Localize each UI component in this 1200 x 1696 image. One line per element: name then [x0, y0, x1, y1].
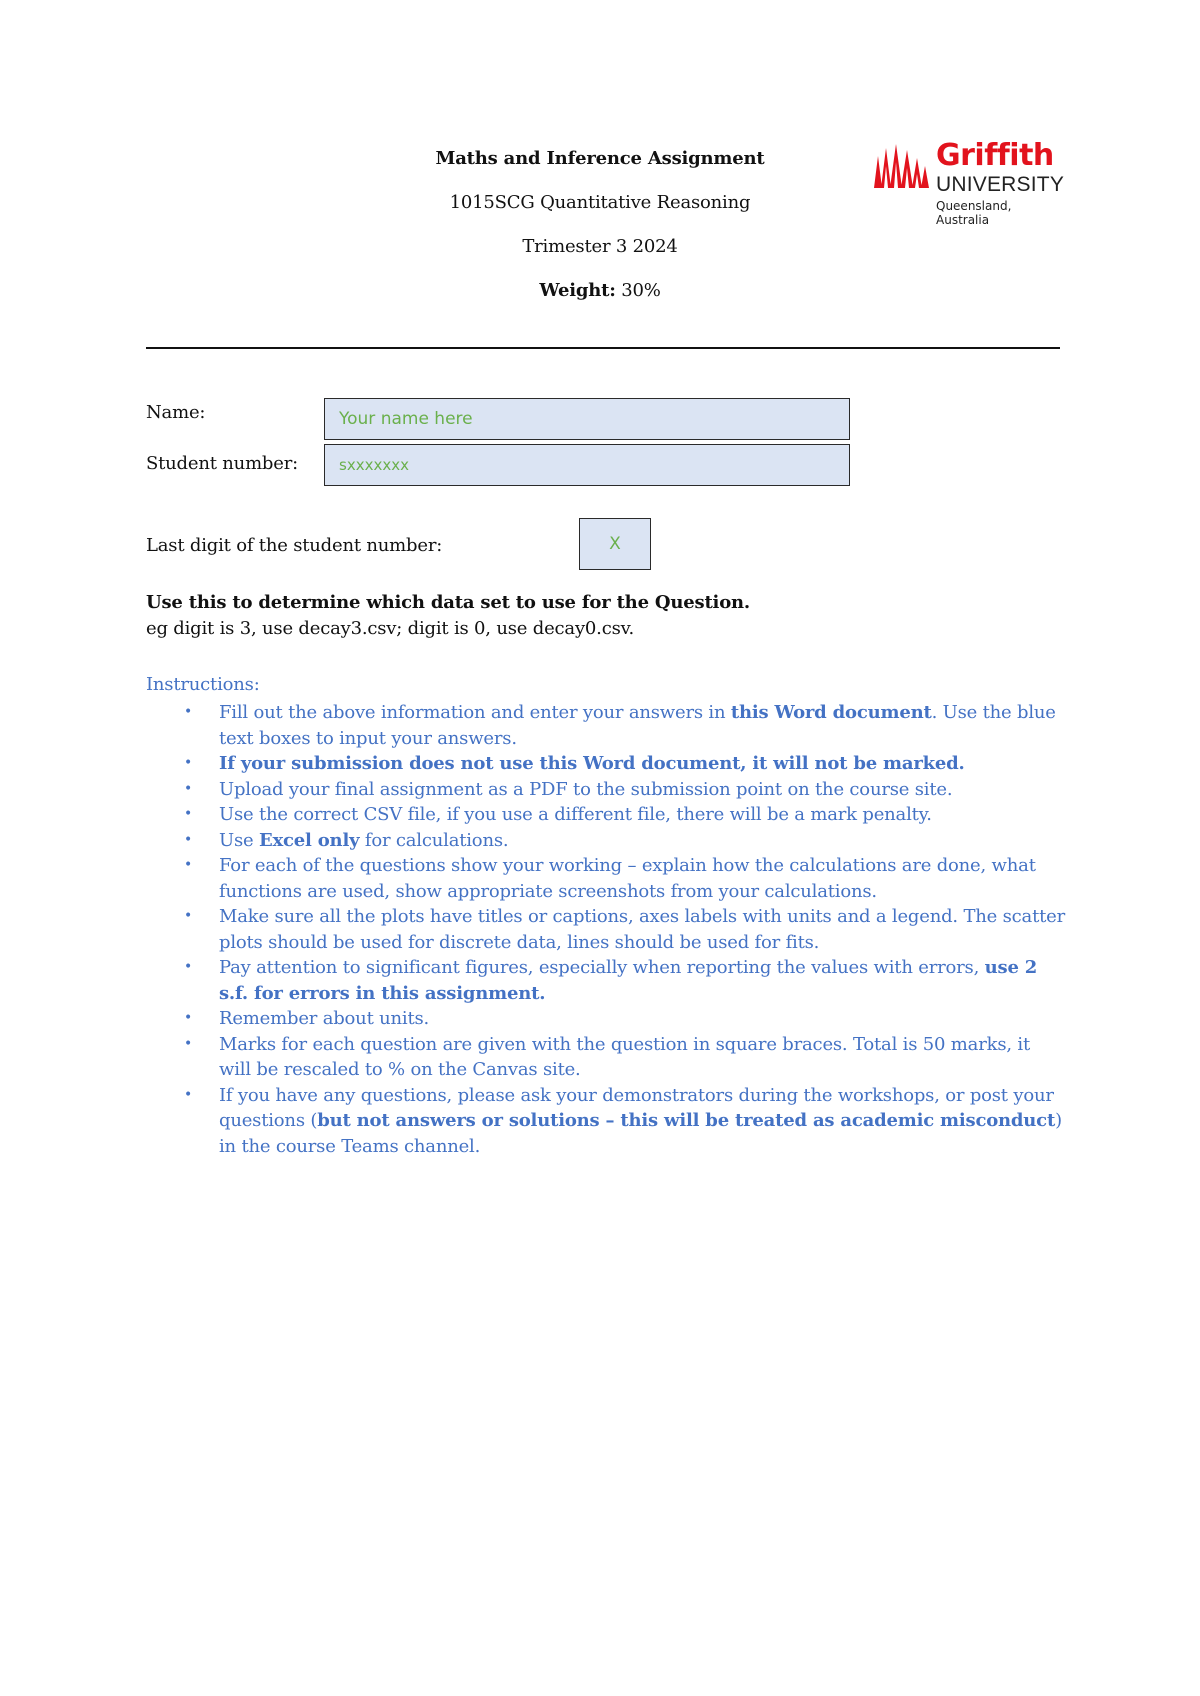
list-item: [146, 751, 1066, 777]
list-item: [146, 828, 1066, 854]
dataset-note: Use this to determine which data set to use for the Question.: [146, 592, 750, 613]
item-text: ) in the course Teams channel.: [219, 1110, 1062, 1157]
bullet-icon: •: [184, 1035, 193, 1052]
item-text: Remember about units.: [219, 1008, 430, 1029]
header-divider: [146, 347, 1060, 349]
bullet-icon: •: [184, 831, 193, 848]
item-emphasis: Excel only: [258, 829, 360, 851]
list-item: [146, 777, 1066, 803]
list-item: [146, 853, 1066, 904]
item-text: Use the correct CSV file, if you use a different file, there will be a mark penalty.: [219, 804, 932, 825]
weight-value: 30%: [615, 280, 661, 301]
item-text: for calculations.: [359, 829, 509, 851]
last-digit-label: Last digit of the student number:: [146, 535, 443, 556]
item-text: Pay attention to significant figures, especially when reporting the values with errors,: [219, 957, 985, 978]
item-text: Fill out the above information and enter your answers in: [219, 702, 731, 723]
logo-university: UNIVERSITY: [936, 173, 1065, 196]
logo-location: Queensland, Australia: [936, 199, 1012, 227]
griffith-flame-icon: [872, 144, 934, 190]
item-text: Upload your final assignment as a PDF to the submission point on the course site.: [219, 778, 953, 800]
logo-wordmark: Griffith: [936, 138, 1054, 173]
item-text: For each of the questions show your working – explain how the calculations are done, what functions are used, show appropriate screenshots from your calculations.: [219, 855, 1036, 902]
list-item: [146, 802, 1066, 828]
item-text: Make sure all the plots have titles or captions, axes labels with units and a legend. The scatter plots should be used for discrete data, lines should be used for fits.: [219, 906, 1066, 953]
instructions-list: [146, 700, 1066, 1159]
item-emphasis: this Word document: [730, 702, 932, 723]
list-item: [146, 955, 1066, 1006]
dataset-example: eg digit is 3, use decay3.csv; digit is 0, use decay0.csv.: [146, 618, 634, 639]
list-item: [146, 1006, 1066, 1032]
instructions-heading: Instructions:: [146, 674, 260, 695]
item-emphasis: If your submission does not use this Word document, it will not be marked.: [219, 753, 965, 774]
item-text: Marks for each question are given with the question in square braces. Total is 50 marks, it will be rescaled to % on the Canvas site.: [219, 1033, 1030, 1080]
list-item: [146, 1032, 1066, 1083]
list-item: [146, 1083, 1066, 1160]
item-text: . Use the blue text boxes to input your answers.: [219, 702, 1056, 749]
name-field[interactable]: Your name here: [324, 398, 850, 440]
item-emphasis: but not answers or solutions – this will be treated as academic misconduct: [317, 1110, 1056, 1131]
bullet-icon: •: [184, 806, 193, 822]
term: Trimester 3 2024: [522, 236, 678, 257]
list-item: [146, 700, 1066, 751]
bullet-icon: •: [184, 755, 193, 771]
university-logo: [872, 138, 1065, 227]
course-name: 1015SCG Quantitative Reasoning: [449, 192, 751, 213]
bullet-icon: •: [184, 780, 193, 797]
item-text: If you have any questions, please ask your demonstrators during the workshops, or post your questions (: [219, 1084, 1054, 1131]
student-number-field[interactable]: sxxxxxxx: [324, 444, 850, 486]
bullet-icon: •: [184, 857, 193, 873]
assignment-title: Maths and Inference Assignment: [435, 148, 765, 169]
bullet-icon: •: [184, 1010, 193, 1026]
item-text: Use: [219, 829, 259, 851]
item-emphasis: use 2 s.f. for errors in this assignment.: [219, 957, 1038, 1004]
bullet-icon: •: [184, 908, 193, 924]
bullet-icon: •: [184, 704, 193, 720]
student-number-label: Student number:: [146, 453, 298, 474]
bullet-icon: •: [184, 959, 193, 975]
bullet-icon: •: [184, 1086, 193, 1103]
weight-label: Weight:: [539, 280, 616, 301]
weight: [0, 280, 1200, 301]
name-label: Name:: [146, 402, 206, 423]
list-item: [146, 904, 1066, 955]
last-digit-field[interactable]: X: [579, 518, 651, 570]
